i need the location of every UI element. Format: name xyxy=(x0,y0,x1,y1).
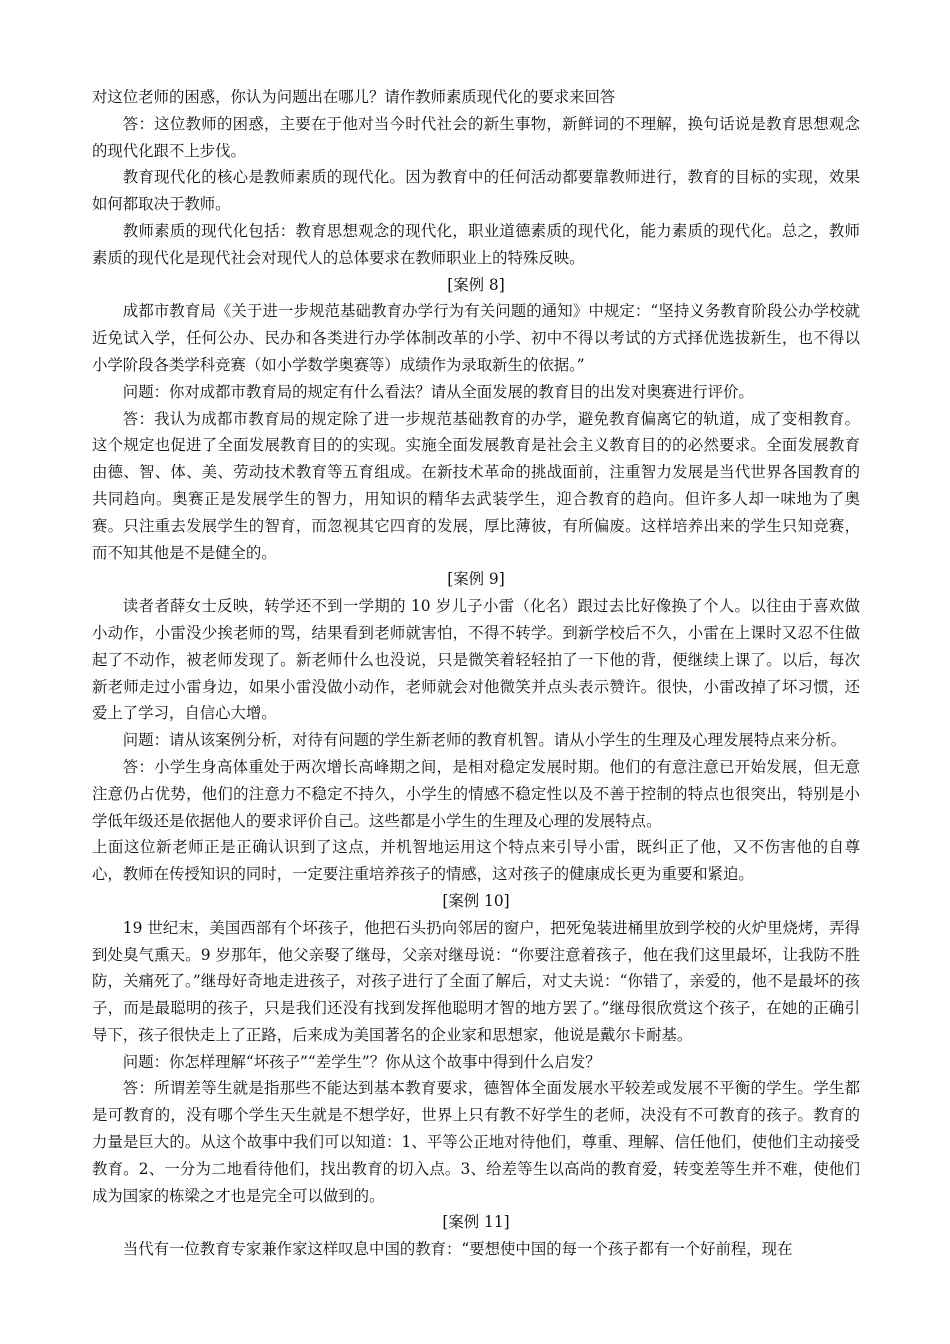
paragraph-answer-teacher-confusion: 答：这位教师的困惑，主要在于他对当今时代社会的新生事物，新鲜词的不理解，换句话说是教育思想观念的现代化跟不上步伐。 xyxy=(92,114,860,160)
paragraph-case-10-body: 19 世纪末，美国西部有个坏孩子，他把石头扔向邻居的窗户，把死兔装进桶里放到学校的火炉里烧烤，弄得到处臭气熏天。9 岁那年，他父亲娶了继母，父亲对继母说：“你要注意着孩子，他在我们这里最坏，让我防不胜防，关痛死了。”继母好奇地走进孩子，对孩子进行了全面了解后，对丈夫说：“你错了，亲爱的，他不是最坏的孩子，而是最聪明的孩子，只是我们还没有找到发挥他聪明才智的地方罢了。”继母很欣赏这个孩子，在她的正确引导下，孩子很快走上了正路，后来成为美国著名的企业家和思想家，他说是戴尔卡耐基。 xyxy=(92,918,860,1044)
paragraph-education-modernization-core: 教育现代化的核心是教师素质的现代化。因为教育中的任何活动都要靠教师进行，教育的目标的实现，效果如何都取决于教师。 xyxy=(92,168,860,214)
paragraph-case-11-body: 当代有一位教育专家兼作家这样叹息中国的教育：“要想使中国的每一个孩子都有一个好前程，现在 xyxy=(122,1240,793,1259)
paragraph-case-9-body: 读者者薛女士反映，转学还不到一学期的 10 岁儿子小雷（化名）跟过去比好像换了个人。以往由于喜欢做小动作，小雷没少挨老师的骂，结果看到老师就害怕，不得不转学。到新学校后不久，小雷在上课时又忍不住做起了不动作，被老师发现了。新老师什么也没说，只是微笑着轻轻拍了一下他的背，便继续上课了。以后，每次新老师走过小雷身边，如果小雷没做小动作，老师就会对他微笑并点头表示赞许。很快，小雷改掉了坏习惯，还爱上了学习，自信心大增。 xyxy=(92,597,860,723)
case-heading-11: [案例 11] xyxy=(442,1213,510,1232)
paragraph-case-9-answer: 答：小学生身高体重处于两次增长高峰期之间，是相对稳定发展时期。他们的有意注意已开始发展，但无意注意仍占优势，他们的注意力不稳定不持久，小学生的情感不稳定性以及不善于控制的特点也很突出，特别是小学低年级还是依据他人的要求评价自己。这些都是小学生的生理及心理的发展特点。 xyxy=(92,757,860,830)
paragraph-case-9-question: 问题：请从该案例分析，对待有问题的学生新老师的教育机智。请从小学生的生理及心理发展特点来分析。 xyxy=(122,731,847,750)
case-heading-10: [案例 10] xyxy=(442,891,510,910)
paragraph-case-10-answer: 答：所谓差等生就是指那些不能达到基本教育要求，德智体全面发展水平较差或发展不平衡的学生。学生都是可教育的，没有哪个学生天生就是不想学好，世界上只有教不好学生的老师，决没有不可教育的孩子。教育的力量是巨大的。从这个故事中我们可以知道：1、平等公正地对待他们，尊重、理解、信任他们，使他们主动接受教育。2、一分为二地看待他们，找出教育的切入点。3、给差等生以高尚的教育爱，转变差等生并不难，使他们成为国家的栋梁之才也是完全可以做到的。 xyxy=(92,1079,860,1205)
paragraph-case-8-body: 成都市教育局《关于进一步规范基础教育办学行为有关问题的通知》中规定：“坚持义务教育阶段公办学校就近免试入学，任何公办、民办和各类进行办学体制改革的小学、初中不得以考试的方式择优选拔新生，也不得以小学阶段各类学科竞赛（如小学数学奥赛等）成绩作为录取新生的依据。” xyxy=(92,302,860,374)
paragraph-case-10-question: 问题：你怎样理解“坏孩子”“差学生”？你从这个故事中得到什么启发？ xyxy=(122,1052,601,1071)
case-heading-8: [案例 8] xyxy=(447,275,505,294)
paragraph-case-9-answer-continued: 上面这位新老师正是正确认识到了这点，并机智地运用这个特点来引导小雷，既纠正了他，又不伤害他的自尊心，教师在传授知识的同时，一定要注重培养孩子的情感，这对孩子的健康成长更为重要和紧迫。 xyxy=(92,838,860,884)
paragraph-case-8-answer: 答：我认为成都市教育局的规定除了进一步规范基础教育的办学，避免教育偏离它的轨道，成了变相教育。这个规定也促进了全面发展教育目的的实现。实施全面发展教育是社会主义教育目的的必然要求。全面发展教育由德、智、体、美、劳动技术教育等五育组成。在新技术革命的挑战面前，注重智力发展是当代世界各国教育的共同趋向。奥赛正是发展学生的智力，用知识的精华去武装学生，迎合教育的趋向。但许多人却一味地为了奥赛。只注重去发展学生的智育，而忽视其它四育的发展，厚比薄彼，有所偏废。这样培养出来的学生只知竞赛，而不知其他是不是健全的。 xyxy=(92,409,860,562)
paragraph-case-8-question: 问题：你对成都市教育局的规定有什么看法？请从全面发展的教育目的出发对奥赛进行评价。 xyxy=(122,382,754,401)
case-heading-9: [案例 9] xyxy=(447,570,505,589)
paragraph-question-intro: 对这位老师的困惑，你认为问题出在哪儿？请作教师素质现代化的要求来回答 xyxy=(92,88,616,106)
paragraph-teacher-quality-modernization: 教师素质的现代化包括：教育思想观念的现代化，职业道德素质的现代化，能力素质的现代化。总之，教师素质的现代化是现代社会对现代人的总体要求在教师职业上的特殊反映。 xyxy=(92,221,860,267)
document-page xyxy=(92,84,860,1263)
